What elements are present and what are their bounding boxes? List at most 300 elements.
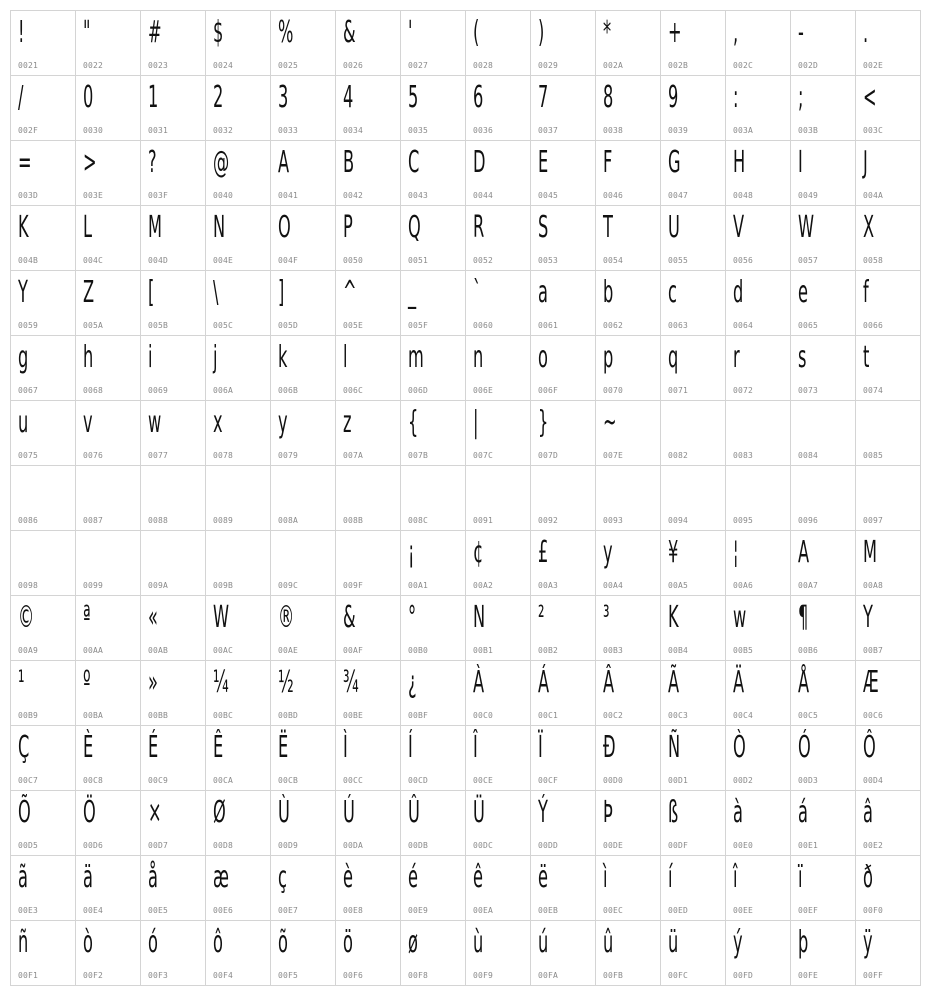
glyph-cell [206, 791, 271, 856]
glyph-codepoint: 00CA [213, 776, 234, 785]
glyph-character: × [148, 795, 162, 830]
glyph-cell [401, 206, 466, 271]
glyph-codepoint: 0059 [18, 321, 39, 330]
glyph-codepoint: 0023 [148, 61, 169, 70]
glyph-codepoint: 004F [278, 256, 299, 265]
glyph-cell [76, 271, 141, 336]
glyph-character: { [408, 405, 419, 440]
glyph-character: ¦ [733, 535, 739, 570]
glyph-character: ê [473, 860, 483, 895]
glyph-codepoint: 005A [83, 321, 104, 330]
glyph-cell [206, 661, 271, 726]
glyph-cell [141, 76, 206, 141]
glyph-codepoint: 009C [278, 581, 299, 590]
glyph-codepoint: 00C5 [798, 711, 819, 720]
glyph-codepoint: 00AF [343, 646, 364, 655]
glyph-character: ³ [603, 600, 610, 635]
glyph-codepoint: 00F4 [213, 971, 234, 980]
glyph-cell [11, 271, 76, 336]
glyph-codepoint: 0084 [798, 451, 819, 460]
glyph-cell [206, 11, 271, 76]
glyph-cell [596, 206, 661, 271]
glyph-codepoint: 00C6 [863, 711, 884, 720]
glyph-codepoint: 00AC [213, 646, 234, 655]
glyph-character: n [473, 340, 484, 375]
glyph-cell [336, 401, 401, 466]
glyph-character: ó [148, 925, 158, 960]
glyph-codepoint: 0032 [213, 126, 234, 135]
glyph-character: Þ [603, 795, 613, 830]
glyph-codepoint: 00EE [733, 906, 754, 915]
glyph-cell [596, 466, 661, 531]
glyph-cell [856, 791, 921, 856]
glyph-cell [336, 336, 401, 401]
glyph-character: Â [603, 665, 615, 700]
glyph-cell [11, 141, 76, 206]
glyph-codepoint: 00D1 [668, 776, 689, 785]
glyph-character: 3 [278, 80, 289, 115]
glyph-codepoint: 0021 [18, 61, 39, 70]
glyph-character: ä [83, 860, 93, 895]
glyph-character: O [278, 210, 291, 245]
glyph-character: k [278, 340, 288, 375]
glyph-cell [76, 596, 141, 661]
glyph-cell [76, 206, 141, 271]
glyph-codepoint: 00EB [538, 906, 559, 915]
glyph-character: 6 [473, 80, 484, 115]
glyph-cell [206, 336, 271, 401]
glyph-codepoint: 0061 [538, 321, 559, 330]
glyph-cell [791, 271, 856, 336]
glyph-cell [531, 141, 596, 206]
glyph-codepoint: 00F6 [343, 971, 364, 980]
glyph-cell [466, 791, 531, 856]
glyph-cell [466, 531, 531, 596]
glyph-codepoint: 0027 [408, 61, 429, 70]
glyph-cell [596, 11, 661, 76]
glyph-character: ; [798, 80, 804, 115]
glyph-character: m [408, 340, 424, 375]
glyph-codepoint: 0079 [278, 451, 299, 460]
glyph-codepoint: 00E2 [863, 841, 884, 850]
glyph-cell [596, 661, 661, 726]
glyph-codepoint: 00B4 [668, 646, 689, 655]
glyph-cell [856, 271, 921, 336]
glyph-codepoint: 0043 [408, 191, 429, 200]
glyph-cell [596, 531, 661, 596]
glyph-cell [791, 661, 856, 726]
glyph-cell [596, 141, 661, 206]
glyph-character: õ [278, 925, 288, 960]
glyph-cell [206, 921, 271, 986]
glyph-character: t [863, 340, 870, 375]
glyph-cell [661, 596, 726, 661]
glyph-character: w [148, 405, 162, 440]
glyph-codepoint: 007A [343, 451, 364, 460]
glyph-character: 2 [213, 80, 224, 115]
glyph-cell [11, 206, 76, 271]
glyph-cell [336, 856, 401, 921]
glyph-character: > [83, 145, 97, 180]
glyph-cell [791, 596, 856, 661]
glyph-codepoint: 0031 [148, 126, 169, 135]
glyph-codepoint: 005C [213, 321, 234, 330]
glyph-cell [661, 206, 726, 271]
glyph-character: ý [733, 925, 743, 960]
glyph-character: W [213, 600, 230, 635]
glyph-cell [401, 141, 466, 206]
glyph-codepoint: 0046 [603, 191, 624, 200]
glyph-character: ~ [603, 405, 617, 440]
glyph-cell [11, 401, 76, 466]
glyph-character: ² [538, 600, 545, 635]
glyph-cell [336, 206, 401, 271]
glyph-character: á [798, 795, 808, 830]
glyph-character: v [83, 405, 93, 440]
glyph-cell [11, 856, 76, 921]
glyph-cell [271, 141, 336, 206]
glyph-cell [791, 76, 856, 141]
glyph-codepoint: 008C [408, 516, 429, 525]
glyph-codepoint: 00AE [278, 646, 299, 655]
glyph-character: b [603, 275, 614, 310]
glyph-cell [726, 206, 791, 271]
glyph-codepoint: 00BF [408, 711, 429, 720]
glyph-cell [206, 466, 271, 531]
glyph-character: ¹ [18, 665, 25, 700]
glyph-character: _ [408, 275, 417, 310]
glyph-codepoint: 0033 [278, 126, 299, 135]
glyph-codepoint: 005E [343, 321, 364, 330]
glyph-codepoint: 00A1 [408, 581, 429, 590]
glyph-codepoint: 00F1 [18, 971, 39, 980]
glyph-codepoint: 00CF [538, 776, 559, 785]
glyph-character: Q [408, 210, 421, 245]
glyph-codepoint: 00FC [668, 971, 689, 980]
glyph-codepoint: 00D0 [603, 776, 624, 785]
glyph-cell [791, 531, 856, 596]
glyph-cell [661, 661, 726, 726]
glyph-character: S [538, 210, 549, 245]
glyph-cell [531, 11, 596, 76]
glyph-cell [271, 921, 336, 986]
glyph-character: ï [798, 860, 803, 895]
glyph-codepoint: 00F3 [148, 971, 169, 980]
glyph-character: ¥ [668, 535, 679, 570]
glyph-character: M [148, 210, 162, 245]
glyph-codepoint: 00EA [473, 906, 494, 915]
glyph-character: A [278, 145, 290, 180]
glyph-character: R [473, 210, 485, 245]
glyph-character: = [18, 145, 32, 180]
glyph-codepoint: 00D7 [148, 841, 169, 850]
glyph-character: % [278, 15, 294, 50]
glyph-cell [531, 661, 596, 726]
glyph-character: r [733, 340, 740, 375]
glyph-character: Î [473, 730, 478, 765]
glyph-codepoint: 00E1 [798, 841, 819, 850]
glyph-character: ¢ [473, 535, 484, 570]
glyph-cell [661, 466, 726, 531]
glyph-cell [726, 531, 791, 596]
glyph-cell [531, 466, 596, 531]
glyph-cell [856, 921, 921, 986]
glyph-cell [11, 726, 76, 791]
glyph-character: o [538, 340, 548, 375]
glyph-character: F [603, 145, 613, 180]
glyph-cell [791, 466, 856, 531]
glyph-codepoint: 0085 [863, 451, 884, 460]
glyph-character: 0 [83, 80, 94, 115]
glyph-cell [856, 531, 921, 596]
glyph-codepoint: 0058 [863, 256, 884, 265]
glyph-character: à [733, 795, 743, 830]
glyph-codepoint: 007C [473, 451, 494, 460]
glyph-character: | [473, 405, 479, 440]
glyph-cell [466, 856, 531, 921]
glyph-cell [401, 791, 466, 856]
glyph-codepoint: 0068 [83, 386, 104, 395]
glyph-cell [466, 661, 531, 726]
glyph-codepoint: 009B [213, 581, 234, 590]
glyph-codepoint: 00C7 [18, 776, 39, 785]
glyph-cell [726, 401, 791, 466]
glyph-codepoint: 00AA [83, 646, 104, 655]
glyph-character: l [343, 340, 348, 375]
glyph-character: C [408, 145, 420, 180]
glyph-cell [401, 466, 466, 531]
glyph-codepoint: 00F2 [83, 971, 104, 980]
glyph-codepoint: 0055 [668, 256, 689, 265]
glyph-cell [661, 921, 726, 986]
glyph-cell [336, 921, 401, 986]
glyph-cell [531, 921, 596, 986]
glyph-character: ¾ [343, 665, 359, 700]
glyph-codepoint: 0050 [343, 256, 364, 265]
glyph-cell [271, 76, 336, 141]
glyph-cell [401, 11, 466, 76]
glyph-cell [531, 206, 596, 271]
glyph-character: Ü [473, 795, 485, 830]
glyph-cell [336, 596, 401, 661]
glyph-cell [856, 141, 921, 206]
glyph-cell [401, 531, 466, 596]
glyph-cell [791, 921, 856, 986]
glyph-character: ( [473, 15, 480, 50]
glyph-cell [76, 661, 141, 726]
glyph-codepoint: 00CB [278, 776, 299, 785]
glyph-codepoint: 00FD [733, 971, 754, 980]
glyph-character: K [668, 600, 679, 635]
glyph-character: & [343, 15, 356, 50]
glyph-cell [336, 141, 401, 206]
glyph-codepoint: 0025 [278, 61, 299, 70]
glyph-cell [206, 531, 271, 596]
glyph-cell [791, 726, 856, 791]
glyph-cell [661, 11, 726, 76]
glyph-cell [401, 336, 466, 401]
glyph-character: y [278, 405, 288, 440]
glyph-cell [531, 271, 596, 336]
glyph-codepoint: 0051 [408, 256, 429, 265]
glyph-codepoint: 00E3 [18, 906, 39, 915]
glyph-codepoint: 0089 [213, 516, 234, 525]
glyph-codepoint: 004B [18, 256, 39, 265]
glyph-cell [141, 726, 206, 791]
glyph-codepoint: 00E8 [343, 906, 364, 915]
glyph-codepoint: 0092 [538, 516, 559, 525]
glyph-codepoint: 002C [733, 61, 754, 70]
glyph-cell [856, 661, 921, 726]
glyph-cell [141, 141, 206, 206]
glyph-character: Ø [213, 795, 226, 830]
glyph-codepoint: 00B5 [733, 646, 754, 655]
glyph-cell [336, 726, 401, 791]
glyph-cell [531, 401, 596, 466]
glyph-codepoint: 00EC [603, 906, 624, 915]
glyph-codepoint: 0067 [18, 386, 39, 395]
glyph-cell [856, 11, 921, 76]
glyph-codepoint: 0073 [798, 386, 819, 395]
glyph-cell [466, 336, 531, 401]
glyph-cell [76, 466, 141, 531]
glyph-character: p [603, 340, 614, 375]
glyph-codepoint: 00E9 [408, 906, 429, 915]
glyph-codepoint: 00C3 [668, 711, 689, 720]
glyph-character: , [733, 15, 739, 50]
glyph-cell [466, 11, 531, 76]
glyph-character: ü [668, 925, 679, 960]
glyph-character: ½ [278, 665, 294, 700]
glyph-character: ' [408, 15, 413, 50]
glyph-character: # [148, 15, 162, 50]
glyph-codepoint: 0065 [798, 321, 819, 330]
glyph-codepoint: 0044 [473, 191, 494, 200]
glyph-codepoint: 0036 [473, 126, 494, 135]
glyph-cell [206, 401, 271, 466]
glyph-cell [11, 661, 76, 726]
glyph-cell [466, 466, 531, 531]
glyph-codepoint: 00BD [278, 711, 299, 720]
glyph-cell [531, 791, 596, 856]
glyph-cell [76, 856, 141, 921]
glyph-character: ð [863, 860, 873, 895]
glyph-codepoint: 0029 [538, 61, 559, 70]
glyph-character: . [863, 15, 869, 50]
glyph-codepoint: 00CE [473, 776, 494, 785]
glyph-cell [466, 726, 531, 791]
glyph-cell [11, 596, 76, 661]
glyph-cell [271, 531, 336, 596]
glyph-cell [206, 596, 271, 661]
glyph-codepoint: 00DE [603, 841, 624, 850]
glyph-cell [856, 401, 921, 466]
glyph-cell [271, 726, 336, 791]
glyph-character: L [83, 210, 93, 245]
glyph-cell [141, 466, 206, 531]
glyph-cell [596, 726, 661, 791]
glyph-codepoint: 002E [863, 61, 884, 70]
glyph-cell [596, 401, 661, 466]
glyph-cell [76, 11, 141, 76]
glyph-character: » [148, 665, 158, 700]
glyph-codepoint: 00BB [148, 711, 169, 720]
glyph-cell [336, 791, 401, 856]
glyph-cell [206, 141, 271, 206]
glyph-character: ª [83, 600, 91, 635]
glyph-codepoint: 002B [668, 61, 689, 70]
glyph-codepoint: 00A8 [863, 581, 884, 590]
glyph-codepoint: 0072 [733, 386, 754, 395]
glyph-character: h [83, 340, 94, 375]
glyph-character: ô [213, 925, 223, 960]
glyph-character: ¡ [408, 535, 415, 570]
glyph-codepoint: 0063 [668, 321, 689, 330]
glyph-character: G [668, 145, 681, 180]
glyph-codepoint: 006C [343, 386, 364, 395]
glyph-cell [466, 76, 531, 141]
glyph-cell [401, 271, 466, 336]
glyph-codepoint: 00C2 [603, 711, 624, 720]
glyph-codepoint: 0075 [18, 451, 39, 460]
glyph-character: ÿ [863, 925, 873, 960]
glyph-cell [401, 401, 466, 466]
glyph-character: å [148, 860, 158, 895]
glyph-character: Z [83, 275, 95, 310]
glyph-codepoint: 0093 [603, 516, 624, 525]
glyph-character: g [18, 340, 29, 375]
glyph-codepoint: 005B [148, 321, 169, 330]
glyph-character: a [538, 275, 548, 310]
glyph-codepoint: 00BA [83, 711, 104, 720]
glyph-character: â [863, 795, 873, 830]
glyph-character: ç [278, 860, 287, 895]
glyph-character: : [733, 80, 739, 115]
glyph-cell [466, 141, 531, 206]
glyph-character: « [148, 600, 158, 635]
glyph-codepoint: 0040 [213, 191, 234, 200]
glyph-cell [271, 596, 336, 661]
glyph-codepoint: 00F9 [473, 971, 494, 980]
glyph-character: Ù [278, 795, 290, 830]
glyph-character: ì [603, 860, 608, 895]
glyph-cell [336, 466, 401, 531]
glyph-cell [791, 856, 856, 921]
glyph-cell [531, 336, 596, 401]
glyph-cell [401, 596, 466, 661]
glyph-character: © [18, 600, 35, 635]
glyph-character: j [213, 340, 218, 375]
glyph-codepoint: 004E [213, 256, 234, 265]
glyph-codepoint: 00A9 [18, 646, 39, 655]
glyph-character: B [343, 145, 355, 180]
glyph-character: ¶ [798, 600, 809, 635]
glyph-cell [141, 791, 206, 856]
glyph-codepoint: 0054 [603, 256, 624, 265]
glyph-cell [76, 726, 141, 791]
glyph-character: Ý [538, 795, 548, 830]
glyph-cell [336, 11, 401, 76]
glyph-cell [401, 856, 466, 921]
glyph-codepoint: 009F [343, 581, 364, 590]
glyph-character: Ò [733, 730, 746, 765]
glyph-codepoint: 00D6 [83, 841, 104, 850]
glyph-codepoint: 00CD [408, 776, 429, 785]
glyph-character: í [668, 860, 673, 895]
glyph-character: Y [863, 600, 873, 635]
glyph-character: " [83, 15, 91, 50]
glyph-cell [336, 661, 401, 726]
